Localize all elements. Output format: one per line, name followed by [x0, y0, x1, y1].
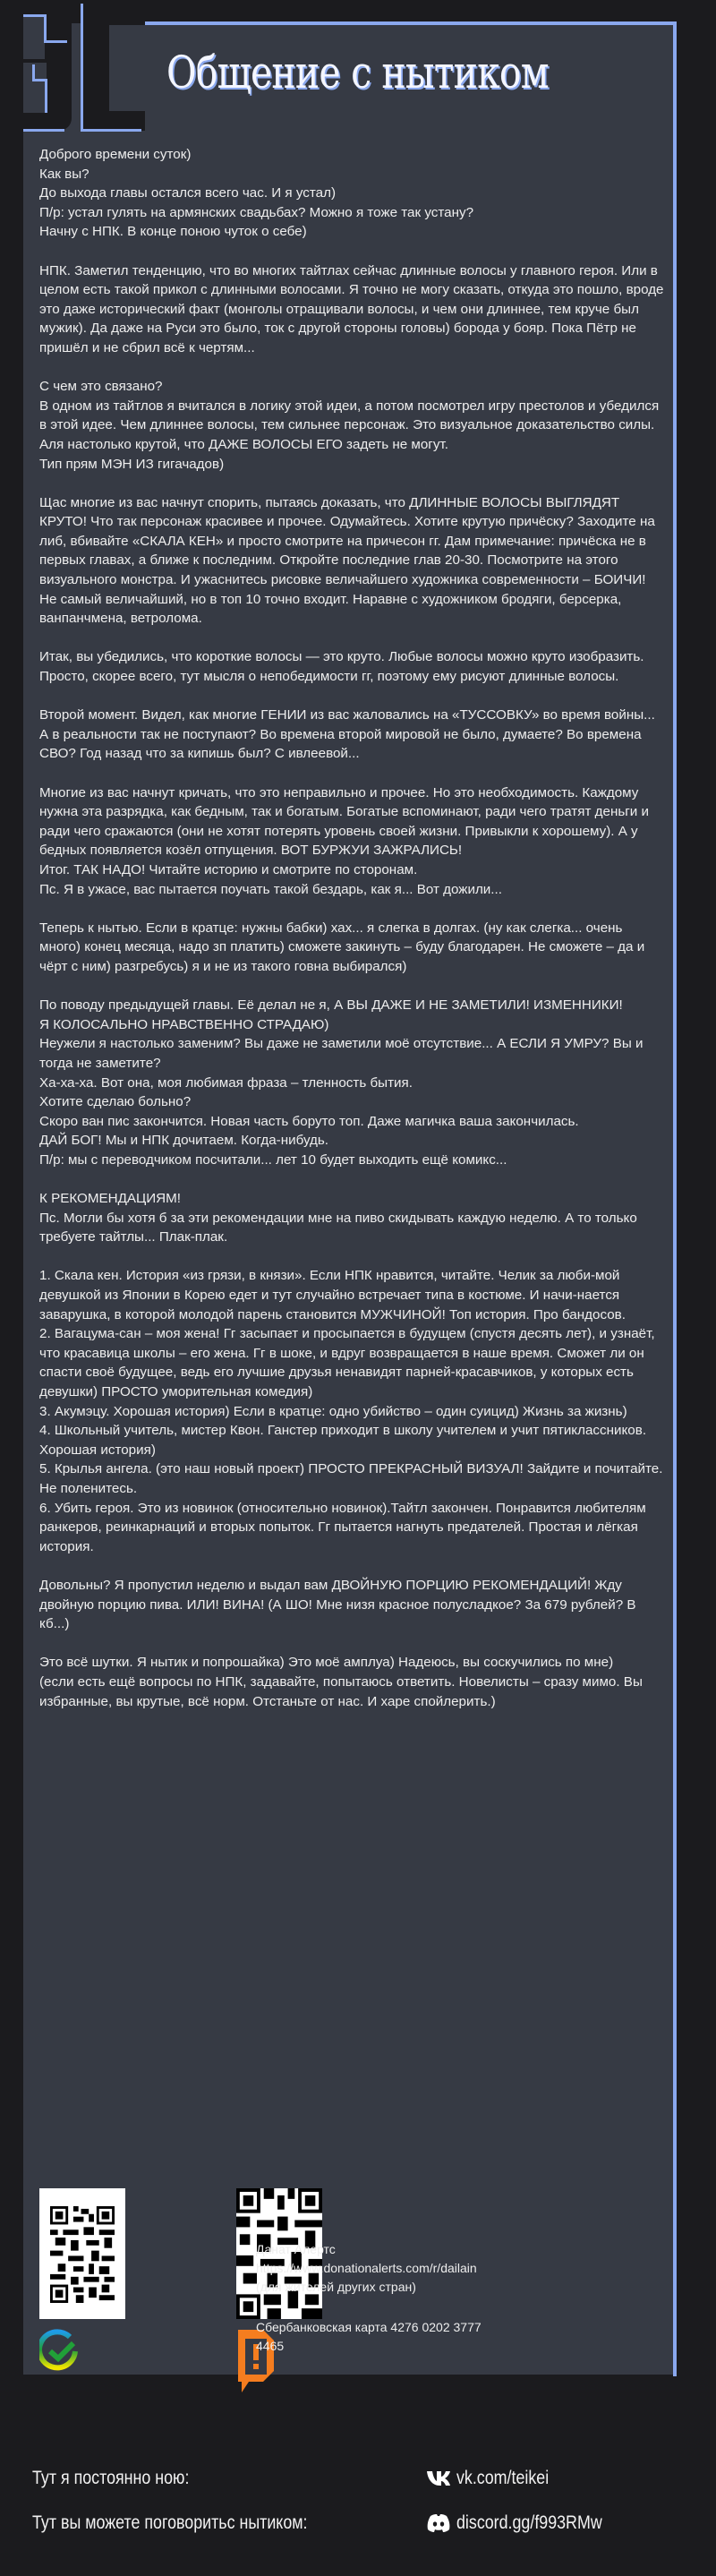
donationalerts-label: Данат Алертс [256, 2242, 336, 2256]
paragraph [39, 783, 666, 900]
paragraph [39, 493, 666, 629]
sberbank-logo-icon [39, 2328, 79, 2385]
donationalerts-url[interactable]: https://www.donationalerts.com/r/dailain [256, 2261, 477, 2275]
text-line: 5. Крылья ангела. (это наш новый проект) ПРОСТО ПРЕКРАСНЫЙ ВИЗУАЛ! Зайдите и почитайте. Не поленитесь. [39, 1461, 663, 1496]
donationalerts-note: (для жителей других стран) [256, 2280, 416, 2294]
text-line: К РЕКОМЕНДАЦИЯМ! [39, 1191, 181, 1207]
paragraph [39, 706, 666, 764]
text-line: Пс. Могли бы хотя б за эти рекомендации мне на пиво скидывать каждую неделю. А то только требуете тайтлы... Плак-плак. [39, 1210, 637, 1245]
post-body [39, 145, 666, 1731]
text-line: Начну с НПК. В конце поною чуток о себе) [39, 224, 307, 240]
text-line: П/р: мы с переводчиком посчитали... лет 10 будет выходить ещё комикс... [39, 1151, 507, 1168]
paragraph [39, 377, 666, 474]
text-line: 4. Школьный учитель, мистер Квон. Ганстер приходит в школу учителем и учит пятиклассников. Хорошая история) [39, 1423, 647, 1458]
footer-discord-row [32, 2512, 695, 2557]
vk-icon [426, 2468, 451, 2489]
panel-border-top [109, 21, 675, 25]
paragraph [39, 261, 666, 358]
text-line: 3. Акумэцу. Хорошая история) Если в кратце: одно убийство – один суицид) Жизнь за жизнь) [39, 1403, 627, 1419]
paragraph [39, 1189, 666, 1247]
text-line: Теперь к нытью. Если в кратце: нужны бабки) хах... я слегка в долгах. (ну как слегка... очень много) конец месяца, надо зп платить) сможете закинуть – буду благодарен. Не сможете – да и чёрт с ним) разгребусь) я и не из такого говна выбирался) [39, 920, 645, 974]
vk-label: Тут я постоянно ною: [32, 2468, 190, 2488]
text-line: Тип прям МЭН ИЗ гигачадов) [39, 456, 225, 472]
gl-logo [0, 0, 152, 134]
text-line: 1. Скала кен. История «из грязи, в князи». Если НПК нравится, читайте. Челик за люби-мой девушкой из Японии в Корею едет и тут случайно встречает типа в костюме. И начи-нается заварушка, в которой молодой парень становится МУЖЧИНОЙ! Топ история. Про бандосов. [39, 1268, 626, 1322]
text-line: НПК. Заметил тенденцию, что во многих тайтлах сейчас длинные волосы у главного героя. Или в целом есть такой прикол с длинными волосами. Я точно не могу сказать, откуда это пошло, вроде это даже исторический факт (монголы отращивали волосы, и чем они длиннее, тем круче был мужик). Да даже на Руси это было, ток с другой стороны головы) борода у бояр. Пока Пётр не пришёл и не сбрил всё к чертям... [39, 262, 664, 355]
panel-border-right [673, 21, 677, 2376]
text-line: Довольны? Я пропустил неделю и выдал вам ДВОЙНУЮ ПОРЦИЮ РЕКОМЕНДАЦИЙ! Жду двойную порцию пива. ИЛИ! ВИНА! (А ШО! Мне низя красное полусладкое? За 679 рублей? В кб...) [39, 1577, 636, 1632]
text-line: ДАЙ БОГ! Мы и НПК дочитаем. Когда-нибудь. [39, 1133, 329, 1149]
text-line: Итог. ТАК НАДО! Читайте историю и смотрите по сторонам. [39, 861, 418, 877]
discord-link[interactable]: discord.gg/f993RMw [426, 2512, 627, 2534]
text-line: Итак, вы убедились, что короткие волосы — это круто. Любые волосы можно круто изобразить. Просто, скорее всего, тут мысля о непобедимости гг, поэтому ему рисуют длинные волосы. [39, 649, 644, 685]
text-line: 2. Вагацума-сан – моя жена! Гг засыпает и просыпается в будущем (спустя десять лет), и узнаёт, что красавица школы – его жена. Гг в шоке, и вдруг возвращается в наше время. Сможет ли он спасти своё будущее, ведь его лучшие друзья ненавидят парней-красавчиков, у которых есть девушки) ПРОСТО уморительная комедия) [39, 1326, 655, 1399]
text-line: Ха-ха-ха. Вот она, моя любимая фраза – тленность бытия. [39, 1074, 413, 1091]
text-line: (если есть ещё вопросы по НПК, задавайте, попытаюсь ответить. Новелисты – сразу мимо. Вы избранные, вы крутые, всё норм. Отстаньте от нас. И харе спойлерить.) [39, 1673, 643, 1709]
footer-vk-row [32, 2468, 695, 2512]
text-line: В одном из тайтлов я вчитался в логику этой идеи, а потом посмотрел игру престолов и убедился в этой идее. Чем длиннее волосы, тем сильнее персонаж. Это визуальное доказательство силы. Аля настолько крутой, что ДАЖЕ ВОЛОСЫ ЕГО задеть не могут. [39, 398, 660, 452]
text-line: Пс. Я в ужасе, вас пытается поучать такой бездарь, как я... Вот дожили... [39, 881, 502, 897]
text-line: 6. Убить героя. Это из новинок (относительно новинок).Тайтл закончен. Понравится любителям ранкеров, реинкарнаций и вторых попыток. Гг пытается нагнуть предателей. Простая и лёгкая история. [39, 1500, 646, 1554]
paragraph [39, 1576, 666, 1634]
text-line: Второй момент. Видел, как многие ГЕНИИ из вас жаловались на «ТУССОВКУ» во время войны... А в реальности так не поступают? Во времена второй мировой не было, думаете? Во времена СВО? Год назад что за кипишь был? С ивлеевой... [39, 707, 655, 762]
text-line: Как вы? [39, 166, 90, 182]
text-line: До выхода главы остался всего час. И я устал) [39, 185, 337, 201]
sberbank-qr-code[interactable] [39, 2188, 125, 2319]
text-line: П/р: устал гулять на армянских свадьбах? Можно я тоже так устану? [39, 204, 474, 220]
footer [32, 2468, 695, 2557]
text-line: Скоро ван пис закончится. Новая часть боруто топ. Даже магичка ваша закончилась. [39, 1113, 579, 1129]
paragraph [39, 145, 666, 242]
vk-link[interactable]: vk.com/teikei [426, 2468, 565, 2489]
text-line: Это всё шутки. Я нытик и попрошайка) Это моё амплуа) Надеюсь, вы соскучились по мне) [39, 1655, 614, 1671]
text-line: С чем это связано? [39, 379, 163, 395]
text-line: Многие из вас начнут кричать, что это неправильно и прочее. Но это необходимость. Каждому нужна эта разрядка, как бедным, так и богатым. Богатые вспоминают, ради чего тратят деньги и ради чего сражаются (они не хотят потерять уровень своей жизни. Привыкли к хорошему). А у бедных появляется козёл отпущения. ВОТ БУРЖУИ ЗАЖРАЛИСЬ! [39, 784, 649, 859]
text-line: По поводу предыдущей главы. Её делал не я, А ВЫ ДАЖЕ И НЕ ЗАМЕТИЛИ! ИЗМЕННИКИ! [39, 997, 623, 1014]
sberbank-card-number: Сбербанковская карта 4276 0202 3777 4465 [256, 2320, 482, 2353]
text-line: Я КОЛОСАЛЬНО НРАВСТВЕННО СТРАДАЮ) [39, 1016, 329, 1032]
paragraph [39, 996, 666, 1169]
text-line: Щас многие из вас начнут спорить, пытаясь доказать, что ДЛИННЫЕ ВОЛОСЫ ВЫГЛЯДЯТ КРУТО! Что так персонаж красивее и прочее. Одумайтесь. Хотите крутую причёску? Заходите на либ, вбивайте «СКАЛА КЕН» и просто смотрите на причесон гг. Дам примечание: причёска не в первых главах, а ближе к последним. Откройте последние глав 20-30. Посмотрите на этого визуального монстра. И ужаснитесь рисовке величайшего художника современности – БОИЧИ! Не самый величайший, но в топ 10 точно входит. Наравне с художником бродяги, берсерка, ванпанчмена, ветролома. [39, 494, 655, 627]
text-line: Неужели я настолько заменим? Вы даже не заметили моё отсутствие... А ЕСЛИ Я УМРУ? Вы и тогда не заметите? [39, 1036, 644, 1071]
discord-icon [426, 2512, 451, 2534]
paragraph [39, 1653, 666, 1711]
discord-label: Тут вы можете поговоритьс нытиком: [32, 2512, 308, 2533]
text-line: Хотите сделаю больно? [39, 1094, 192, 1110]
page-title: Общение с нытиком [166, 47, 549, 98]
donate-section [39, 2188, 666, 2385]
paragraph [39, 1266, 666, 1556]
text-line: Доброго времени суток) [39, 147, 192, 162]
paragraph [39, 647, 666, 686]
paragraph [39, 919, 666, 977]
